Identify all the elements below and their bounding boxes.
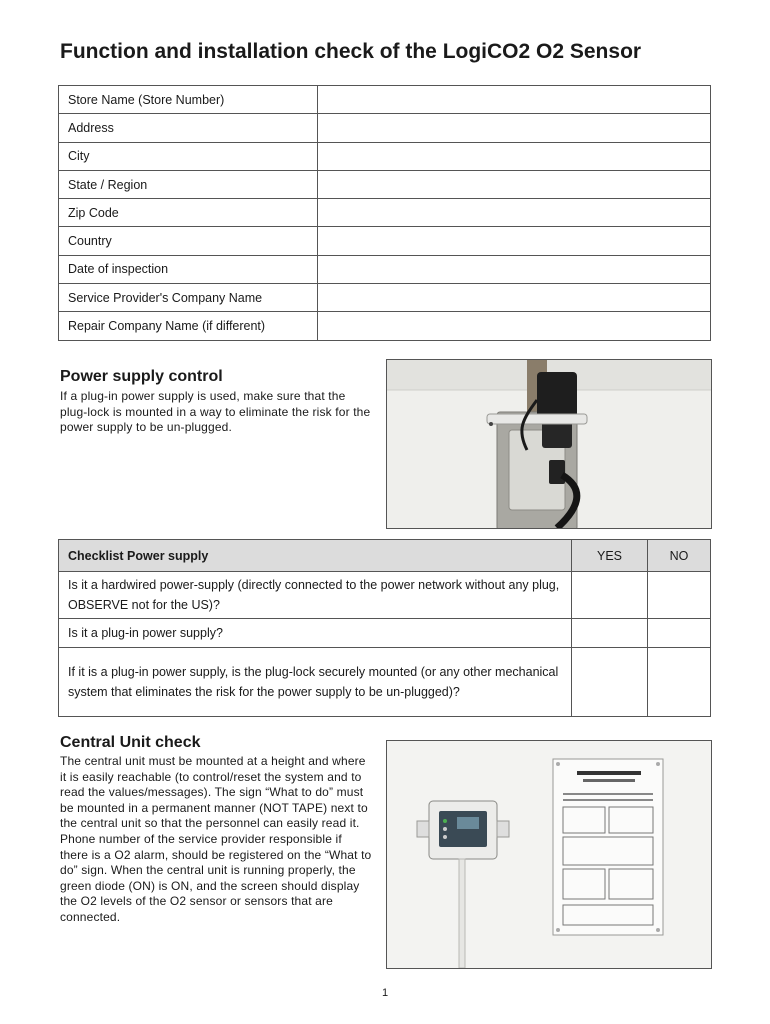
table-row [59, 255, 711, 283]
row-value-field[interactable] [318, 312, 711, 340]
table-row [59, 284, 711, 312]
checklist-question: Is it a plug-in power supply? [59, 619, 572, 648]
table-row [59, 142, 711, 170]
row-value-field[interactable] [318, 227, 711, 255]
checklist-power-supply-table [58, 539, 711, 717]
row-label: Zip Code [59, 199, 318, 227]
page-title: Function and installation check of the LogiCO2 O2 Sensor [60, 40, 642, 63]
checklist-title: Checklist Power supply [59, 540, 572, 572]
table-row [59, 86, 711, 114]
row-value-field[interactable] [318, 284, 711, 312]
yes-checkbox-cell[interactable] [572, 619, 648, 648]
page-number: 1 [381, 987, 389, 999]
table-row [59, 648, 711, 717]
row-value-field[interactable] [318, 86, 711, 114]
table-row [59, 619, 711, 648]
power-supply-heading: Power supply control [60, 368, 223, 385]
no-checkbox-cell[interactable] [648, 572, 711, 619]
row-label: Date of inspection [59, 255, 318, 283]
row-label: City [59, 142, 318, 170]
no-checkbox-cell[interactable] [648, 619, 711, 648]
power-supply-text: If a plug-in power supply is used, make sure that the plug-lock is mounted in a way to eliminate the risk for the power supply to be un-plugged. [60, 389, 371, 435]
row-value-field[interactable] [318, 255, 711, 283]
checklist-header-row [59, 540, 711, 572]
table-row [59, 227, 711, 255]
row-label: State / Region [59, 170, 318, 198]
table-row [59, 312, 711, 340]
table-row [59, 114, 711, 142]
row-value-field[interactable] [318, 114, 711, 142]
table-row [59, 199, 711, 227]
no-checkbox-cell[interactable] [648, 648, 711, 717]
row-value-field[interactable] [318, 170, 711, 198]
central-unit-illustration [387, 741, 711, 968]
table-row [59, 572, 711, 619]
row-value-field[interactable] [318, 142, 711, 170]
checklist-question: If it is a plug-in power supply, is the plug-lock securely mounted (or any other mechanical system that eliminates the risk for the power supply to be un-plugged)? [59, 648, 572, 717]
table-row [59, 170, 711, 198]
row-label: Service Provider's Company Name [59, 284, 318, 312]
central-unit-text: The central unit must be mounted at a height and where it is easily reachable (to control/reset the system and to read the values/messages). The sign “What to do” must be mounted in a permanent manner (NOT TAPE) next to the central unit so that the personnel can easily read it. Phone number of the service provider responsible if there is a O2 alarm, should be registered on the “What to do” sign. When the central unit is running properly, the green diode (ON) is ON, and the screen should display the O2 levels of the O2 sensor or sensors that are connected. [60, 754, 372, 924]
yes-column-header: YES [572, 540, 648, 572]
row-value-field[interactable] [318, 199, 711, 227]
store-info-table [58, 85, 711, 341]
central-unit-photo [386, 740, 712, 969]
row-label: Store Name (Store Number) [59, 86, 318, 114]
row-label: Address [59, 114, 318, 142]
yes-checkbox-cell[interactable] [572, 648, 648, 717]
yes-checkbox-cell[interactable] [572, 572, 648, 619]
row-label: Repair Company Name (if different) [59, 312, 318, 340]
central-unit-heading: Central Unit check [60, 734, 201, 751]
power-outlet-illustration [387, 360, 711, 528]
checklist-question: Is it a hardwired power-supply (directly connected to the power network without any plug, OBSERVE not for the US)? [59, 572, 572, 619]
row-label: Country [59, 227, 318, 255]
no-column-header: NO [648, 540, 711, 572]
power-supply-photo [386, 359, 712, 529]
